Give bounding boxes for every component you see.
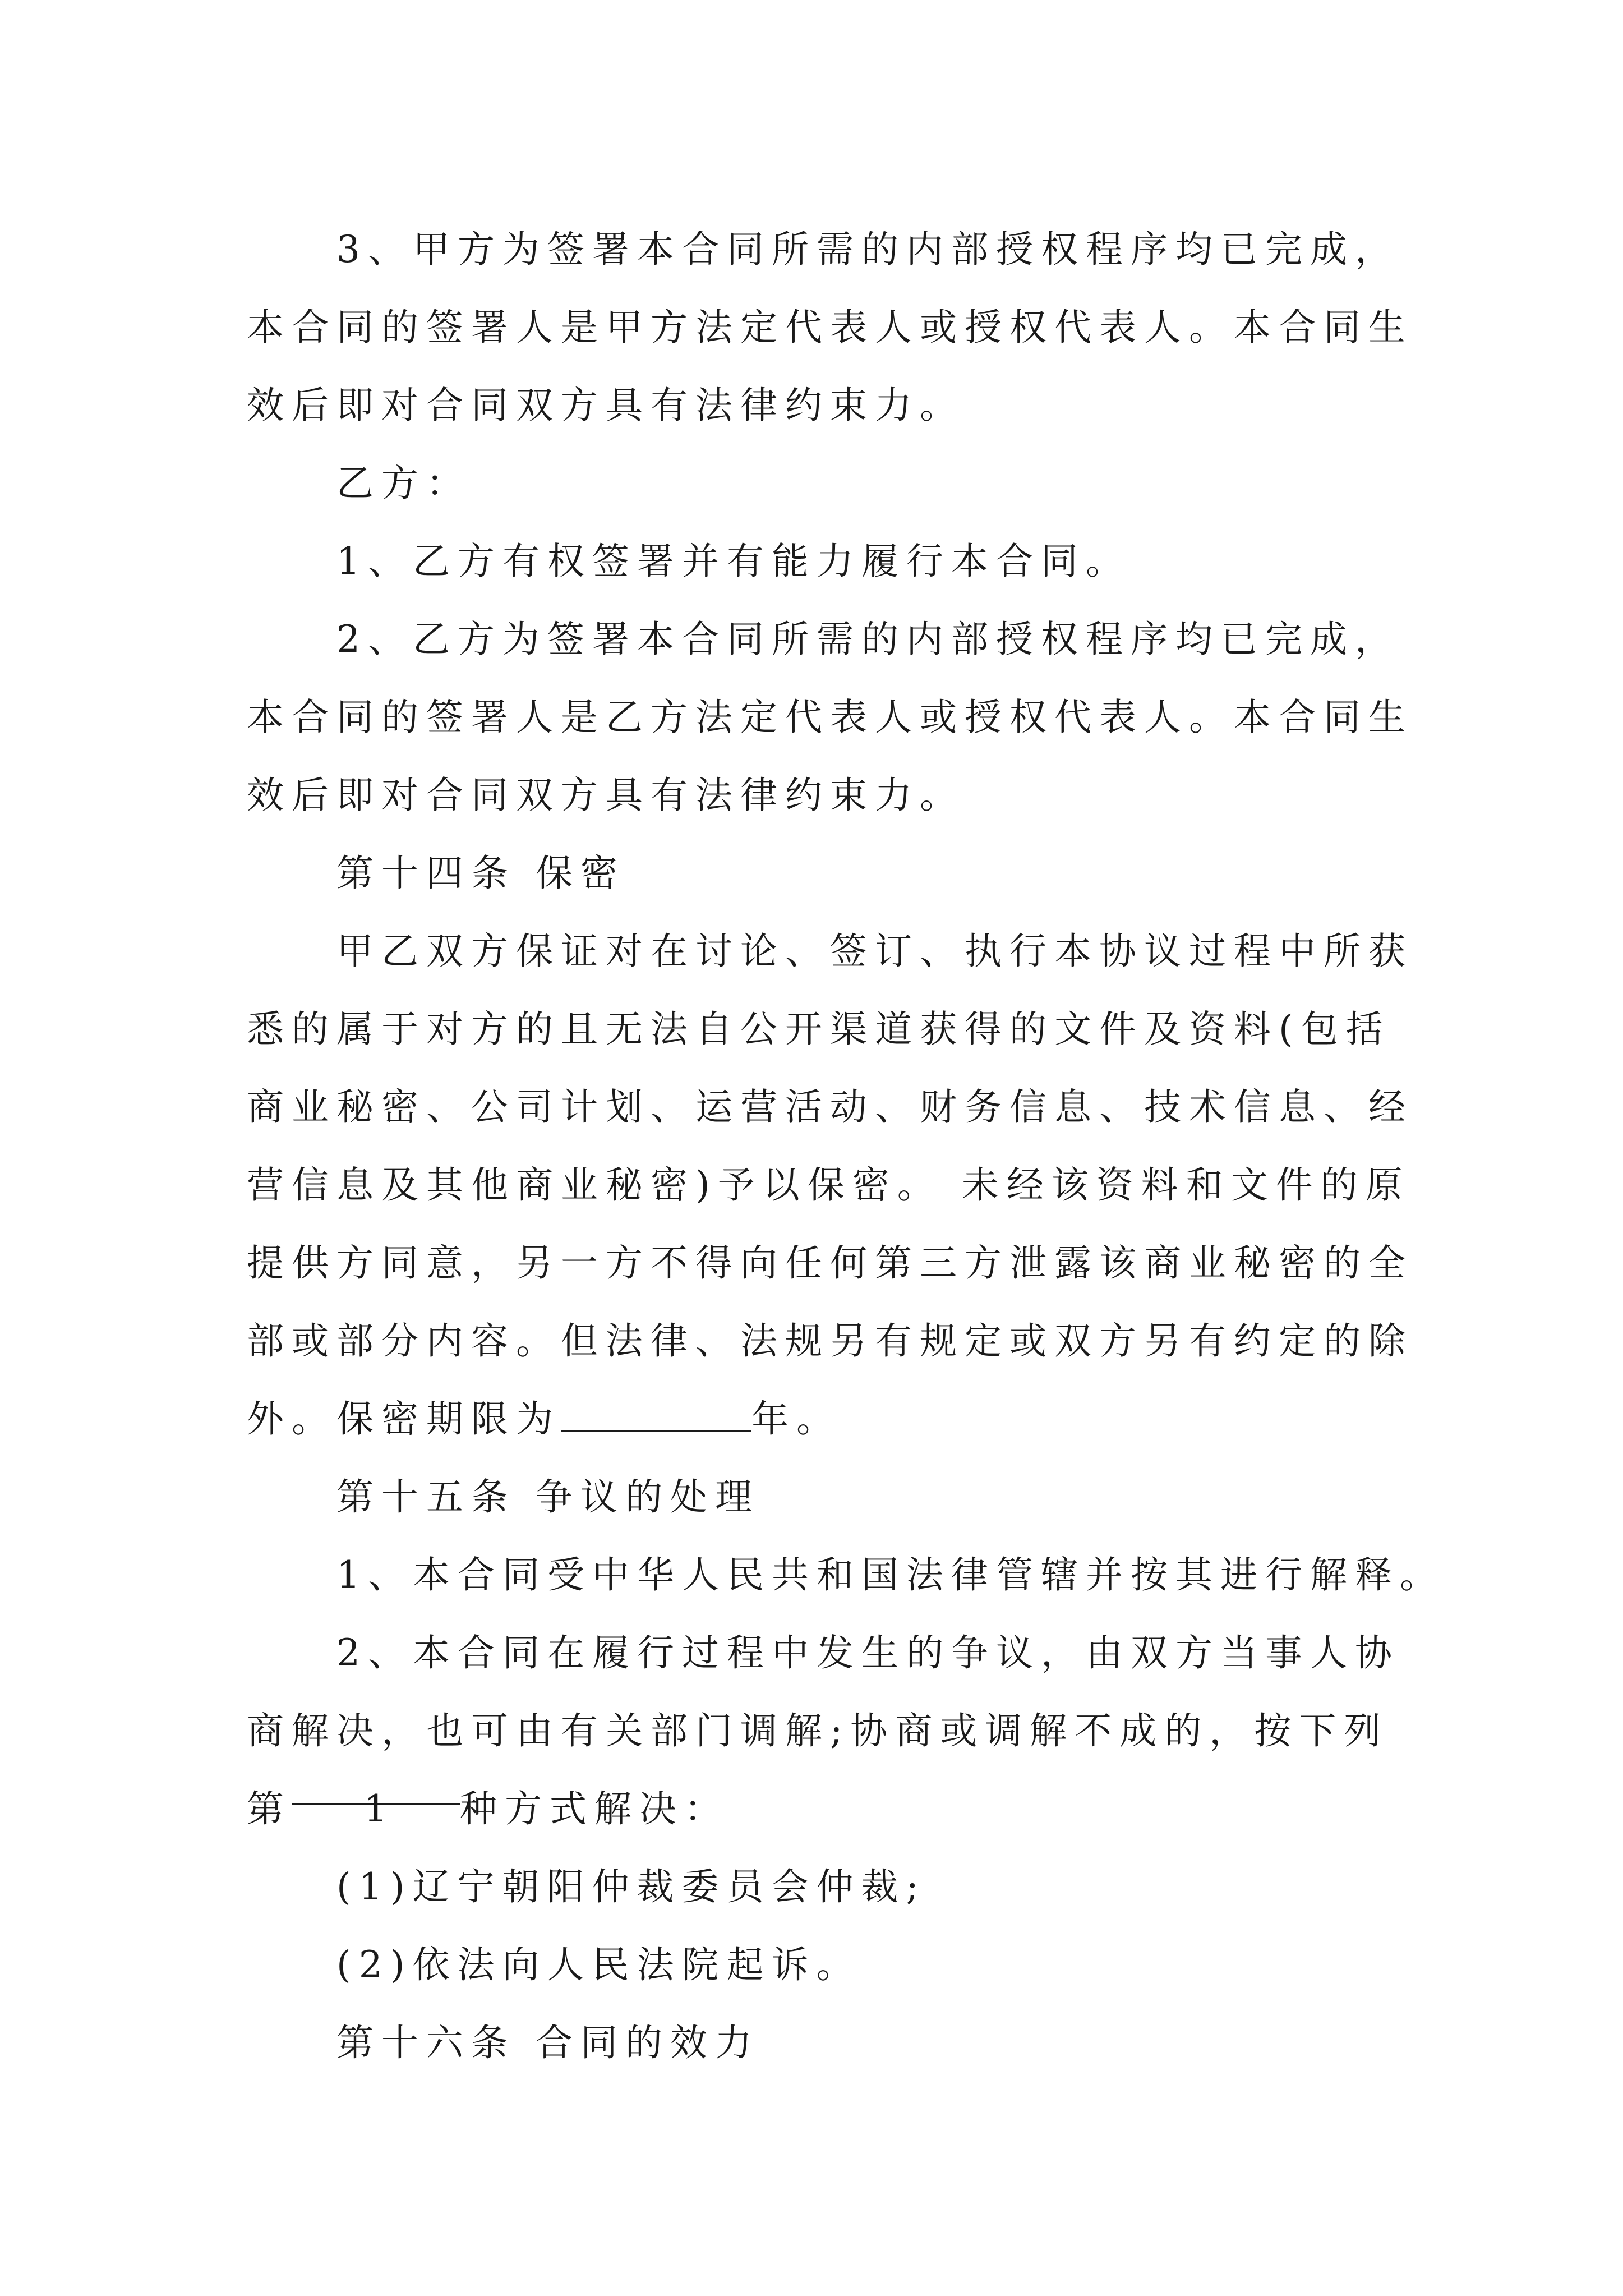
dispute-method-blank[interactable]: 1 xyxy=(292,1770,460,1805)
paragraph-line: (1)辽宁朝阳仲裁委员会仲裁; xyxy=(336,1865,926,1908)
dispute-method-suffix: 种方式解决： xyxy=(460,1787,729,1830)
paragraph-line: 提供方同意，另一方不得向任何第三方泄露该商业秘密的全 xyxy=(247,1241,1413,1285)
dispute-method-prefix: 第 xyxy=(247,1787,292,1830)
article-14-heading: 第十四条 保密 xyxy=(336,852,625,895)
paragraph-line: 商业秘密、公司计划、运营活动、财务信息、技术信息、经 xyxy=(247,1085,1413,1129)
dispute-method-line xyxy=(247,1770,1391,1848)
paragraph-line: 2、本合同在履行过程中发生的争议，由双方当事人协 xyxy=(336,1631,1400,1674)
paragraph-line: 本合同的签署人是甲方法定代表人或授权代表人。本合同生 xyxy=(247,306,1413,349)
paragraph-line: 营信息及其他商业秘密)予以保密。 未经该资料和文件的原 xyxy=(247,1163,1410,1207)
paragraph-line: 效后即对合同双方具有法律约束力。 xyxy=(247,384,965,427)
confidentiality-term-line xyxy=(247,1380,1391,1458)
paragraph-line: 2、乙方为签署本合同所需的内部授权程序均已完成， xyxy=(336,618,1400,661)
confidentiality-term-blank[interactable] xyxy=(561,1396,751,1432)
paragraph-line: 3、甲方为签署本合同所需的内部授权程序均已完成， xyxy=(336,228,1400,271)
paragraph-line: (2)依法向人民法院起诉。 xyxy=(336,1943,861,1986)
party-b-heading: 乙方： xyxy=(336,462,471,505)
article-15-heading: 第十五条 争议的处理 xyxy=(336,1475,760,1519)
document-page xyxy=(247,210,1445,2082)
paragraph-line: 1、本合同受中华人民共和国法律管辖并按其进行解释。 xyxy=(336,1553,1445,1596)
paragraph-line: 效后即对合同双方具有法律约束力。 xyxy=(247,774,965,817)
paragraph-line: 本合同的签署人是乙方法定代表人或授权代表人。本合同生 xyxy=(247,696,1413,739)
paragraph-line: 部或部分内容。但法律、法规另有规定或双方另有约定的除 xyxy=(247,1319,1413,1363)
paragraph-line: 商解决，也可由有关部门调解;协商或调解不成的，按下列 xyxy=(247,1709,1389,1752)
paragraph-line: 甲乙双方保证对在讨论、签订、执行本协议过程中所获 xyxy=(336,930,1413,973)
paragraph-line: 悉的属于对方的且无法自公开渠道获得的文件及资料(包括 xyxy=(247,1007,1391,1051)
article-16-heading: 第十六条 合同的效力 xyxy=(336,2021,760,2064)
confidentiality-term-prefix: 外。保密期限为 xyxy=(247,1397,561,1441)
paragraph-line: 1、乙方有权签署并有能力履行本合同。 xyxy=(336,540,1131,583)
confidentiality-term-suffix: 年。 xyxy=(751,1397,841,1441)
